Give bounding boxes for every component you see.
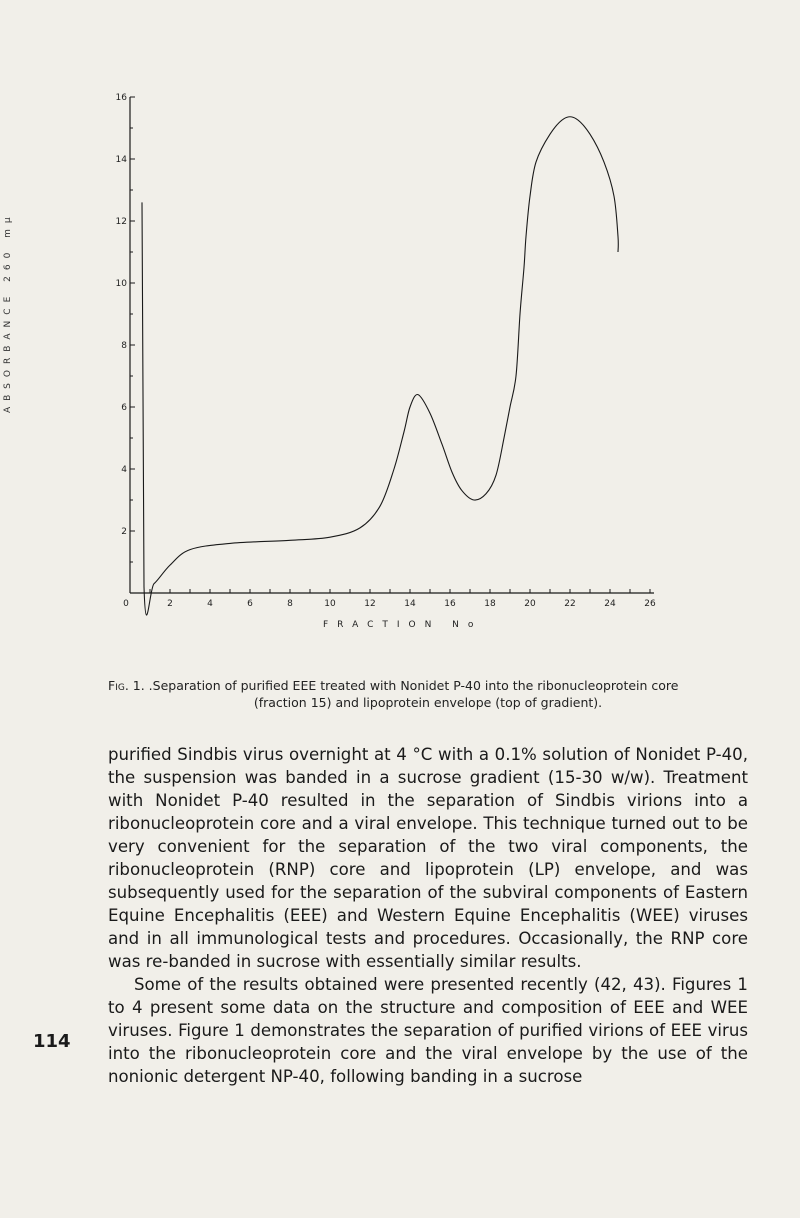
y-tick-label-10: 10	[115, 279, 127, 289]
x-tick-label-12: 12	[364, 599, 376, 609]
caption-label: Fig. 1.	[108, 678, 145, 693]
y-axis-ticks	[116, 93, 135, 562]
y-tick-label-16: 16	[115, 93, 127, 103]
x-axis-label: FRACTION No	[323, 620, 483, 630]
y-tick-label-6: 6	[121, 403, 127, 413]
x-tick-label-2: 2	[167, 599, 173, 609]
x-tick-label-0: 0	[123, 599, 129, 609]
x-tick-label-6: 6	[247, 599, 253, 609]
series-layer	[142, 117, 618, 615]
chart-axes	[130, 97, 654, 593]
body-paragraph-2: Some of the results obtained were presented recently (42, 43). Figures 1 to 4 present some data on the structure and composition of EEE and WEE viruses. Figure 1 demonstrates the separation of purified virions of EEE virus into the ribonucleoprotein core and the viral envelope by the use of the nonionic detergent NP-40, following banding in a sucrose	[108, 975, 748, 1086]
y-tick-label-12: 12	[115, 217, 127, 227]
caption-text-line2: (fraction 15) and lipoprotein envelope (top of gradient).	[253, 695, 603, 710]
x-tick-label-8: 8	[287, 599, 293, 609]
y-tick-label-14: 14	[115, 155, 127, 165]
figure-caption	[108, 677, 748, 711]
caption-text-line1: .Separation of purified EEE treated with Nonidet P-40 into the ribonucleoprotein core	[144, 678, 679, 693]
x-tick-label-20: 20	[524, 599, 536, 609]
y-tick-label-4: 4	[121, 465, 127, 475]
y-axis-label	[3, 211, 99, 413]
x-tick-label-16: 16	[444, 599, 456, 609]
x-axis-ticks	[123, 589, 656, 609]
x-tick-label-10: 10	[324, 599, 336, 609]
y-tick-label-8: 8	[121, 341, 127, 351]
page-number: 114	[33, 1031, 71, 1052]
x-tick-label-14: 14	[404, 599, 416, 609]
x-tick-label-18: 18	[484, 599, 496, 609]
y-axis-label-text: ABSORBANCE 260 mμ	[3, 211, 13, 413]
series-line-0	[142, 117, 618, 615]
y-tick-label-2: 2	[121, 527, 127, 537]
x-tick-label-4: 4	[207, 599, 213, 609]
x-tick-label-24: 24	[604, 599, 616, 609]
body-text	[108, 743, 748, 1088]
x-tick-label-26: 26	[644, 599, 656, 609]
x-tick-label-22: 22	[564, 599, 576, 609]
body-paragraph-1: purified Sindbis virus overnight at 4 °C with a 0.1% solution of Nonidet P-40, the suspension was banded in a sucrose gradient (15-30 w/w). Treatment with Nonidet P-40 resulted in the separation of Sindbis virions into a ribonucleoprotein core and a viral envelope. This technique turned out to be very convenient for the separation of the two viral components, the ribonucleoprotein (RNP) core and lipoprotein (LP) envelope, and was subsequently used for the separation of the subviral components of Eastern Equine Encephalitis (EEE) and Western Equine Encephalitis (WEE) viruses and in all immunological tests and procedures. Occasionally, the RNP core was re-banded in sucrose with essentially similar results.	[108, 745, 748, 971]
